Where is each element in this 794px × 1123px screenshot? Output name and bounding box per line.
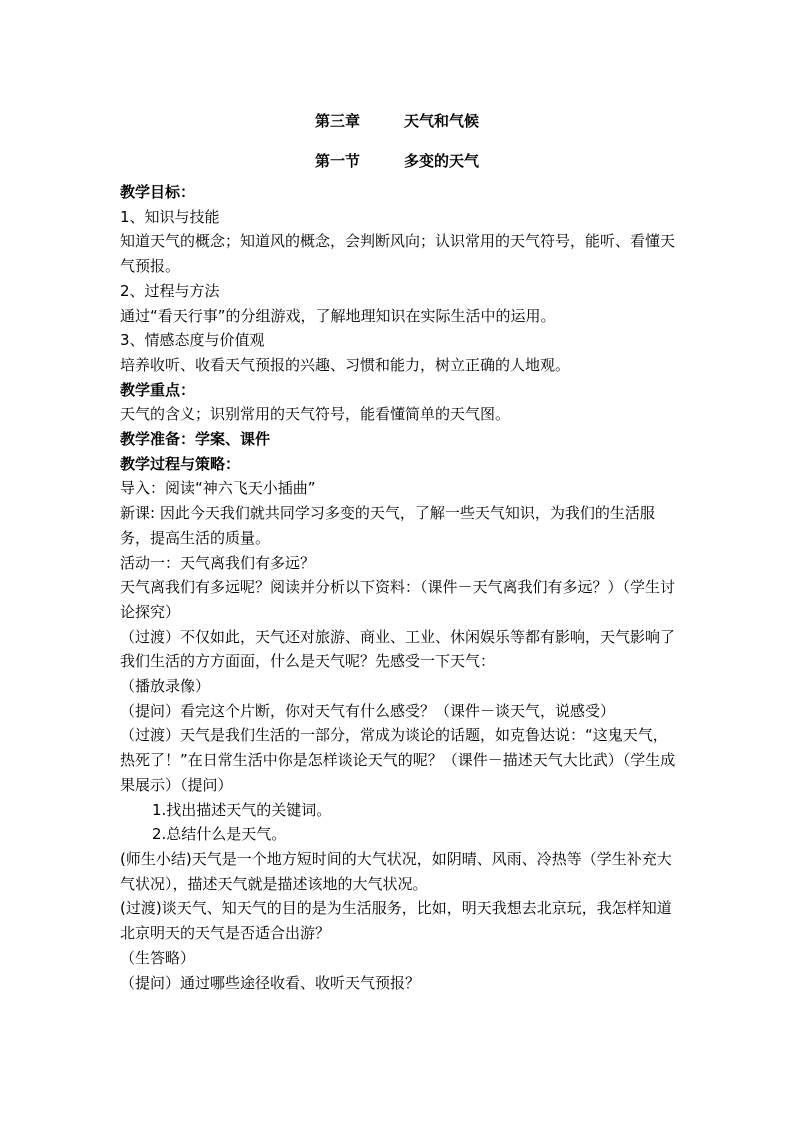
lesson-body: [120, 180, 676, 995]
paragraph: 教学目标：: [120, 183, 196, 201]
paragraph: (过渡)谈天气、知天气的目的是为生活服务，比如，明天我想去北京玩，我怎样知道北京明天的天气是否适合出游？: [120, 899, 672, 943]
paragraph: 教学准备：学案、课件: [120, 430, 271, 449]
paragraph: 1.找出描述天气的关键词。: [152, 800, 332, 819]
paragraph: （过渡）不仅如此，天气还对旅游、商业、工业、休闲娱乐等都有影响，天气影响了我们生活的方方面面，什么是天气呢？先感受一下天气：: [120, 627, 676, 671]
paragraph: 导入：阅读“神六飞天小插曲”: [120, 479, 316, 498]
paragraph: (师生小结)天气是一个地方短时间的大气状况，如阴晴、风雨、冷热等（学生补充大气状况），描述天气就是描述该地的大气状况。: [120, 849, 672, 893]
paragraph: 知道天气的概念；知道风的概念，会判断风向；认识常用的天气符号，能听、看懂天气预报。: [120, 232, 676, 276]
section-title: [0, 150, 794, 171]
paragraph: （生答略）: [120, 948, 196, 967]
paragraph: 新课: 因此今天我们就共同学习多变的天气，了解一些天气知识，为我们的生活服务，提高生活的质量。: [120, 504, 655, 547]
paragraph: （过渡）天气是我们生活的一部分，常成为谈论的话题，如克鲁达说：“这鬼天气，热死了！”在日常生活中你是怎样谈论天气的呢？（课件－描述天气大比武）（学生成果展示）（提问）: [120, 726, 676, 794]
paragraph: 天气的含义；识别常用的天气符号，能看懂简单的天气图。: [120, 405, 511, 424]
paragraph: 天气离我们有多远呢？阅读并分析以下资料：（课件－天气离我们有多远？）（学生讨论探究）: [120, 578, 676, 621]
paragraph: 2、过程与方法: [120, 281, 220, 300]
paragraph: （播放录像）: [120, 677, 211, 696]
paragraph: 1、知识与技能: [120, 207, 220, 226]
paragraph: 教学过程与策略：: [120, 454, 241, 473]
section-number: 第一节: [314, 152, 360, 170]
section-name: 多变的天气: [404, 152, 480, 170]
paragraph: 2.总结什么是天气。: [152, 825, 287, 844]
chapter-number: 第三章: [314, 112, 360, 130]
paragraph: 活动一：天气离我们有多远？: [120, 553, 316, 572]
paragraph: 3、情感态度与价值观: [120, 331, 265, 350]
paragraph: 通过“看天行事”的分组游戏，了解地理知识在实际生活中的运用。: [120, 306, 556, 325]
chapter-name: 天气和气候: [404, 112, 480, 130]
paragraph: （提问）看完这个片断，你对天气有什么感受？（课件－谈天气，说感受）: [120, 701, 616, 720]
paragraph: （提问）通过哪些途径收看、收听天气预报？: [120, 973, 421, 992]
chapter-title: [0, 110, 794, 131]
paragraph: 教学重点：: [120, 380, 196, 399]
paragraph: 培养收听、收看天气预报的兴趣、习惯和能力，树立正确的人地观。: [120, 355, 571, 374]
